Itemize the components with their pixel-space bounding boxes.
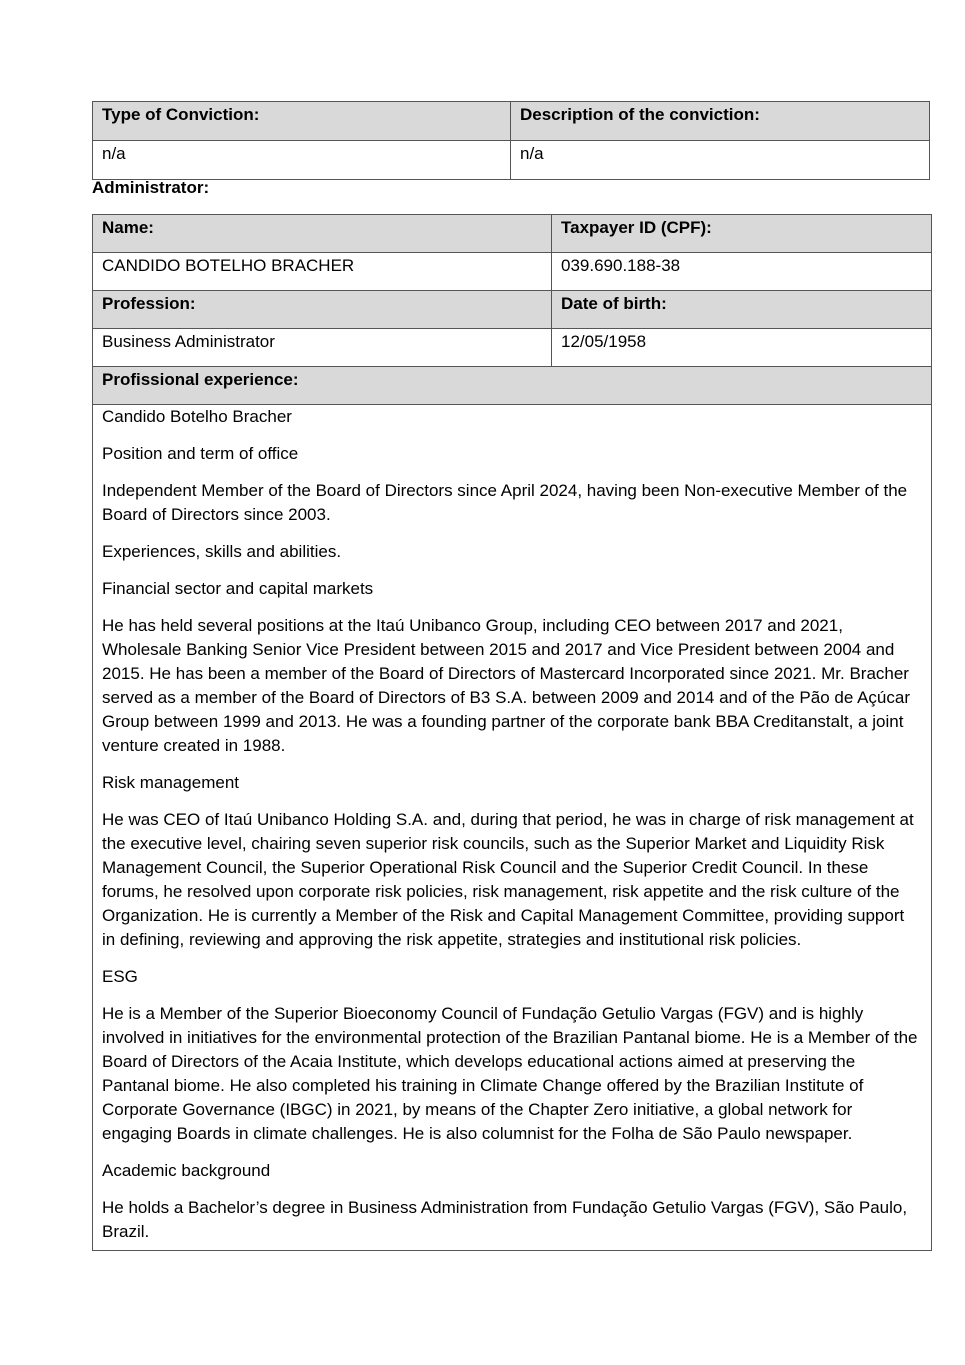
experience-person-name: Candido Botelho Bracher — [102, 407, 292, 426]
experience-header-row — [93, 367, 932, 405]
profession-header: Profession: — [93, 291, 552, 329]
professional-experience-content — [93, 405, 932, 1251]
conviction-table — [92, 101, 930, 180]
experience-content-row — [93, 405, 932, 1251]
name-header-row — [93, 215, 932, 253]
profession-value-row — [93, 329, 932, 367]
experience-position-heading: Position and term of office — [102, 444, 299, 463]
cpf-value: 039.690.188-38 — [552, 253, 932, 291]
experience-skills-heading: Experiences, skills and abilities. — [102, 542, 342, 561]
administrator-label: Administrator: — [92, 178, 210, 197]
conviction-description-header: Description of the conviction: — [511, 102, 930, 141]
conviction-value-row — [93, 141, 930, 180]
experience-financial-text: He has held several positions at the Itaú Unibanco Group, including CEO between 2017 and 2021, Wholesale Banking Senior Vice President between 2015 and 2017 and Vice President between 2004 and 2015. He has been a member of the Board of Directors of Mastercard Incorporated since 2021. Mr. Bracher served as a member of the Board of Directors of B3 S.A. between 2009 and 2014 and of the Pão de Açúcar Group between 1999 and 2013. He was a founding partner of the corporate bank BBA Creditanstalt, a joint venture created in 1988. — [102, 616, 910, 755]
conviction-description-value: n/a — [511, 141, 930, 180]
conviction-header-row — [93, 102, 930, 141]
cpf-header: Taxpayer ID (CPF): — [552, 215, 932, 253]
professional-experience-header: Profissional experience: — [93, 367, 932, 405]
name-header: Name: — [93, 215, 552, 253]
experience-risk-text: He was CEO of Itaú Unibanco Holding S.A. and, during that period, he was in charge of risk management at the executive level, chairing seven superior risk councils, such as the Superior Market and Liquidity Risk Management Council, the Superior Operational Risk Council and the Superior Credit Council. In these forums, he resolved upon corporate risk policies, risk management, risk appetite and the risk culture of the Organization. He is currently a Member of the Risk and Capital Management Committee, providing support in defining, reviewing and approving the risk appetite, strategies and institutional risk policies. — [102, 810, 914, 949]
date-of-birth-value: 12/05/1958 — [552, 329, 932, 367]
experience-financial-heading: Financial sector and capital markets — [102, 579, 374, 598]
type-of-conviction-header: Type of Conviction: — [93, 102, 511, 141]
profession-header-row — [93, 291, 932, 329]
name-value: CANDIDO BOTELHO BRACHER — [93, 253, 552, 291]
profession-value: Business Administrator — [93, 329, 552, 367]
experience-academic-text: He holds a Bachelor’s degree in Business Administration from Fundação Getulio Vargas (FGV), São Paulo, Brazil. — [102, 1198, 908, 1241]
experience-esg-text: He is a Member of the Superior Bioeconomy Council of Fundação Getulio Vargas (FGV) and is highly involved in initiatives for the environmental protection of the Brazilian Pantanal biome. He is a Member of the Board of Directors of the Acaia Institute, which develops educational actions aimed at preserving the Pantanal biome. He also completed his training in Climate Change offered by the Brazilian Institute of Corporate Governance (IBGC) in 2021, by means of the Chapter Zero initiative, a global network for engaging Boards in climate challenges. He is also columnist for the Folha de São Paulo newspaper. — [102, 1004, 918, 1143]
type-of-conviction-value: n/a — [93, 141, 511, 180]
date-of-birth-header: Date of birth: — [552, 291, 932, 329]
experience-academic-heading: Academic background — [102, 1161, 271, 1180]
name-value-row — [93, 253, 932, 291]
experience-esg-heading: ESG — [102, 967, 138, 986]
experience-position-text: Independent Member of the Board of Directors since April 2024, having been Non-executive Member of the Board of Directors since 2003. — [102, 481, 908, 524]
administrator-table — [92, 214, 932, 1251]
experience-risk-heading: Risk management — [102, 773, 240, 792]
